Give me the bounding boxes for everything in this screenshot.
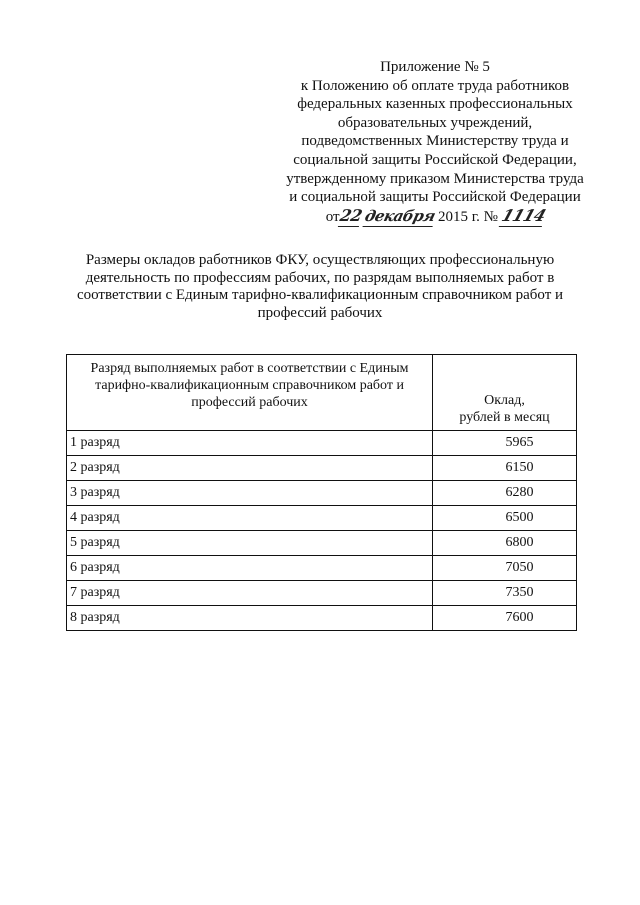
salary-cell: 6800 xyxy=(433,531,577,556)
header-salary-line: Оклад, xyxy=(484,393,525,408)
salary-cell: 6280 xyxy=(433,481,577,506)
table-row xyxy=(67,506,577,531)
salary-table xyxy=(66,354,577,631)
grade-cell: 1 разряд xyxy=(67,431,433,456)
header-grade-line: тарифно-квалификационным справочником работ и xyxy=(95,378,404,393)
table-row xyxy=(67,456,577,481)
order-date-line xyxy=(270,207,600,227)
annex-line: Приложение № 5 xyxy=(380,59,490,75)
annex-line: утвержденному приказом Министерства труда xyxy=(286,170,584,187)
annex-header xyxy=(270,58,600,227)
salary-cell: 7350 xyxy=(433,581,577,606)
annex-line: социальной защиты Российской Федерации, xyxy=(293,151,577,168)
annex-line: образовательных учреждений, xyxy=(337,114,533,131)
table-row xyxy=(67,481,577,506)
grade-cell: 8 разряд xyxy=(67,606,433,631)
handwritten-day: 22 xyxy=(337,205,364,225)
handwritten-order-number: 1114 xyxy=(499,205,548,225)
annex-line: и социальной защиты Российской Федерации xyxy=(289,189,581,206)
grade-cell: 7 разряд xyxy=(67,581,433,606)
table-header-row xyxy=(67,355,577,431)
grade-cell: 5 разряд xyxy=(67,531,433,556)
number-prefix: № xyxy=(483,208,498,225)
salary-cell: 7600 xyxy=(433,606,577,631)
header-salary-line: рублей в месяц xyxy=(459,410,550,425)
salary-cell: 7050 xyxy=(433,556,577,581)
salary-cell: 6150 xyxy=(433,456,577,481)
title-line: Размеры окладов работников ФКУ, осуществляющих профессиональную xyxy=(85,252,555,268)
annex-line: подведомственных Министерству труда и xyxy=(301,133,569,150)
salary-cell: 5965 xyxy=(433,431,577,456)
header-grade-line: профессий рабочих xyxy=(191,395,308,410)
table-row xyxy=(67,556,577,581)
grade-cell: 3 разряд xyxy=(67,481,433,506)
document-title xyxy=(40,252,600,322)
grade-cell: 2 разряд xyxy=(67,456,433,481)
table-row xyxy=(67,606,577,631)
grade-cell: 6 разряд xyxy=(67,556,433,581)
header-salary xyxy=(433,355,577,431)
handwritten-month: декабря xyxy=(362,206,437,225)
table-row xyxy=(67,581,577,606)
title-line: профессий рабочих xyxy=(257,304,383,321)
table-row xyxy=(67,531,577,556)
grade-cell: 4 разряд xyxy=(67,506,433,531)
annex-line: федеральных казенных профессиональных xyxy=(297,96,573,113)
salary-cell: 6500 xyxy=(433,506,577,531)
title-line: соответствии с Единым тарифно-квалификационным справочником работ и xyxy=(76,287,564,303)
table-row xyxy=(67,431,577,456)
header-grade-line: Разряд выполняемых работ в соответствии с Единым xyxy=(90,361,409,376)
date-year: 2015 г. xyxy=(437,208,480,225)
annex-line: к Положению об оплате труда работников xyxy=(300,77,570,94)
title-line: деятельность по профессиям рабочих, по разрядам выполняемых работ в xyxy=(85,269,555,286)
header-grade xyxy=(67,355,433,431)
date-prefix: от xyxy=(325,208,340,225)
